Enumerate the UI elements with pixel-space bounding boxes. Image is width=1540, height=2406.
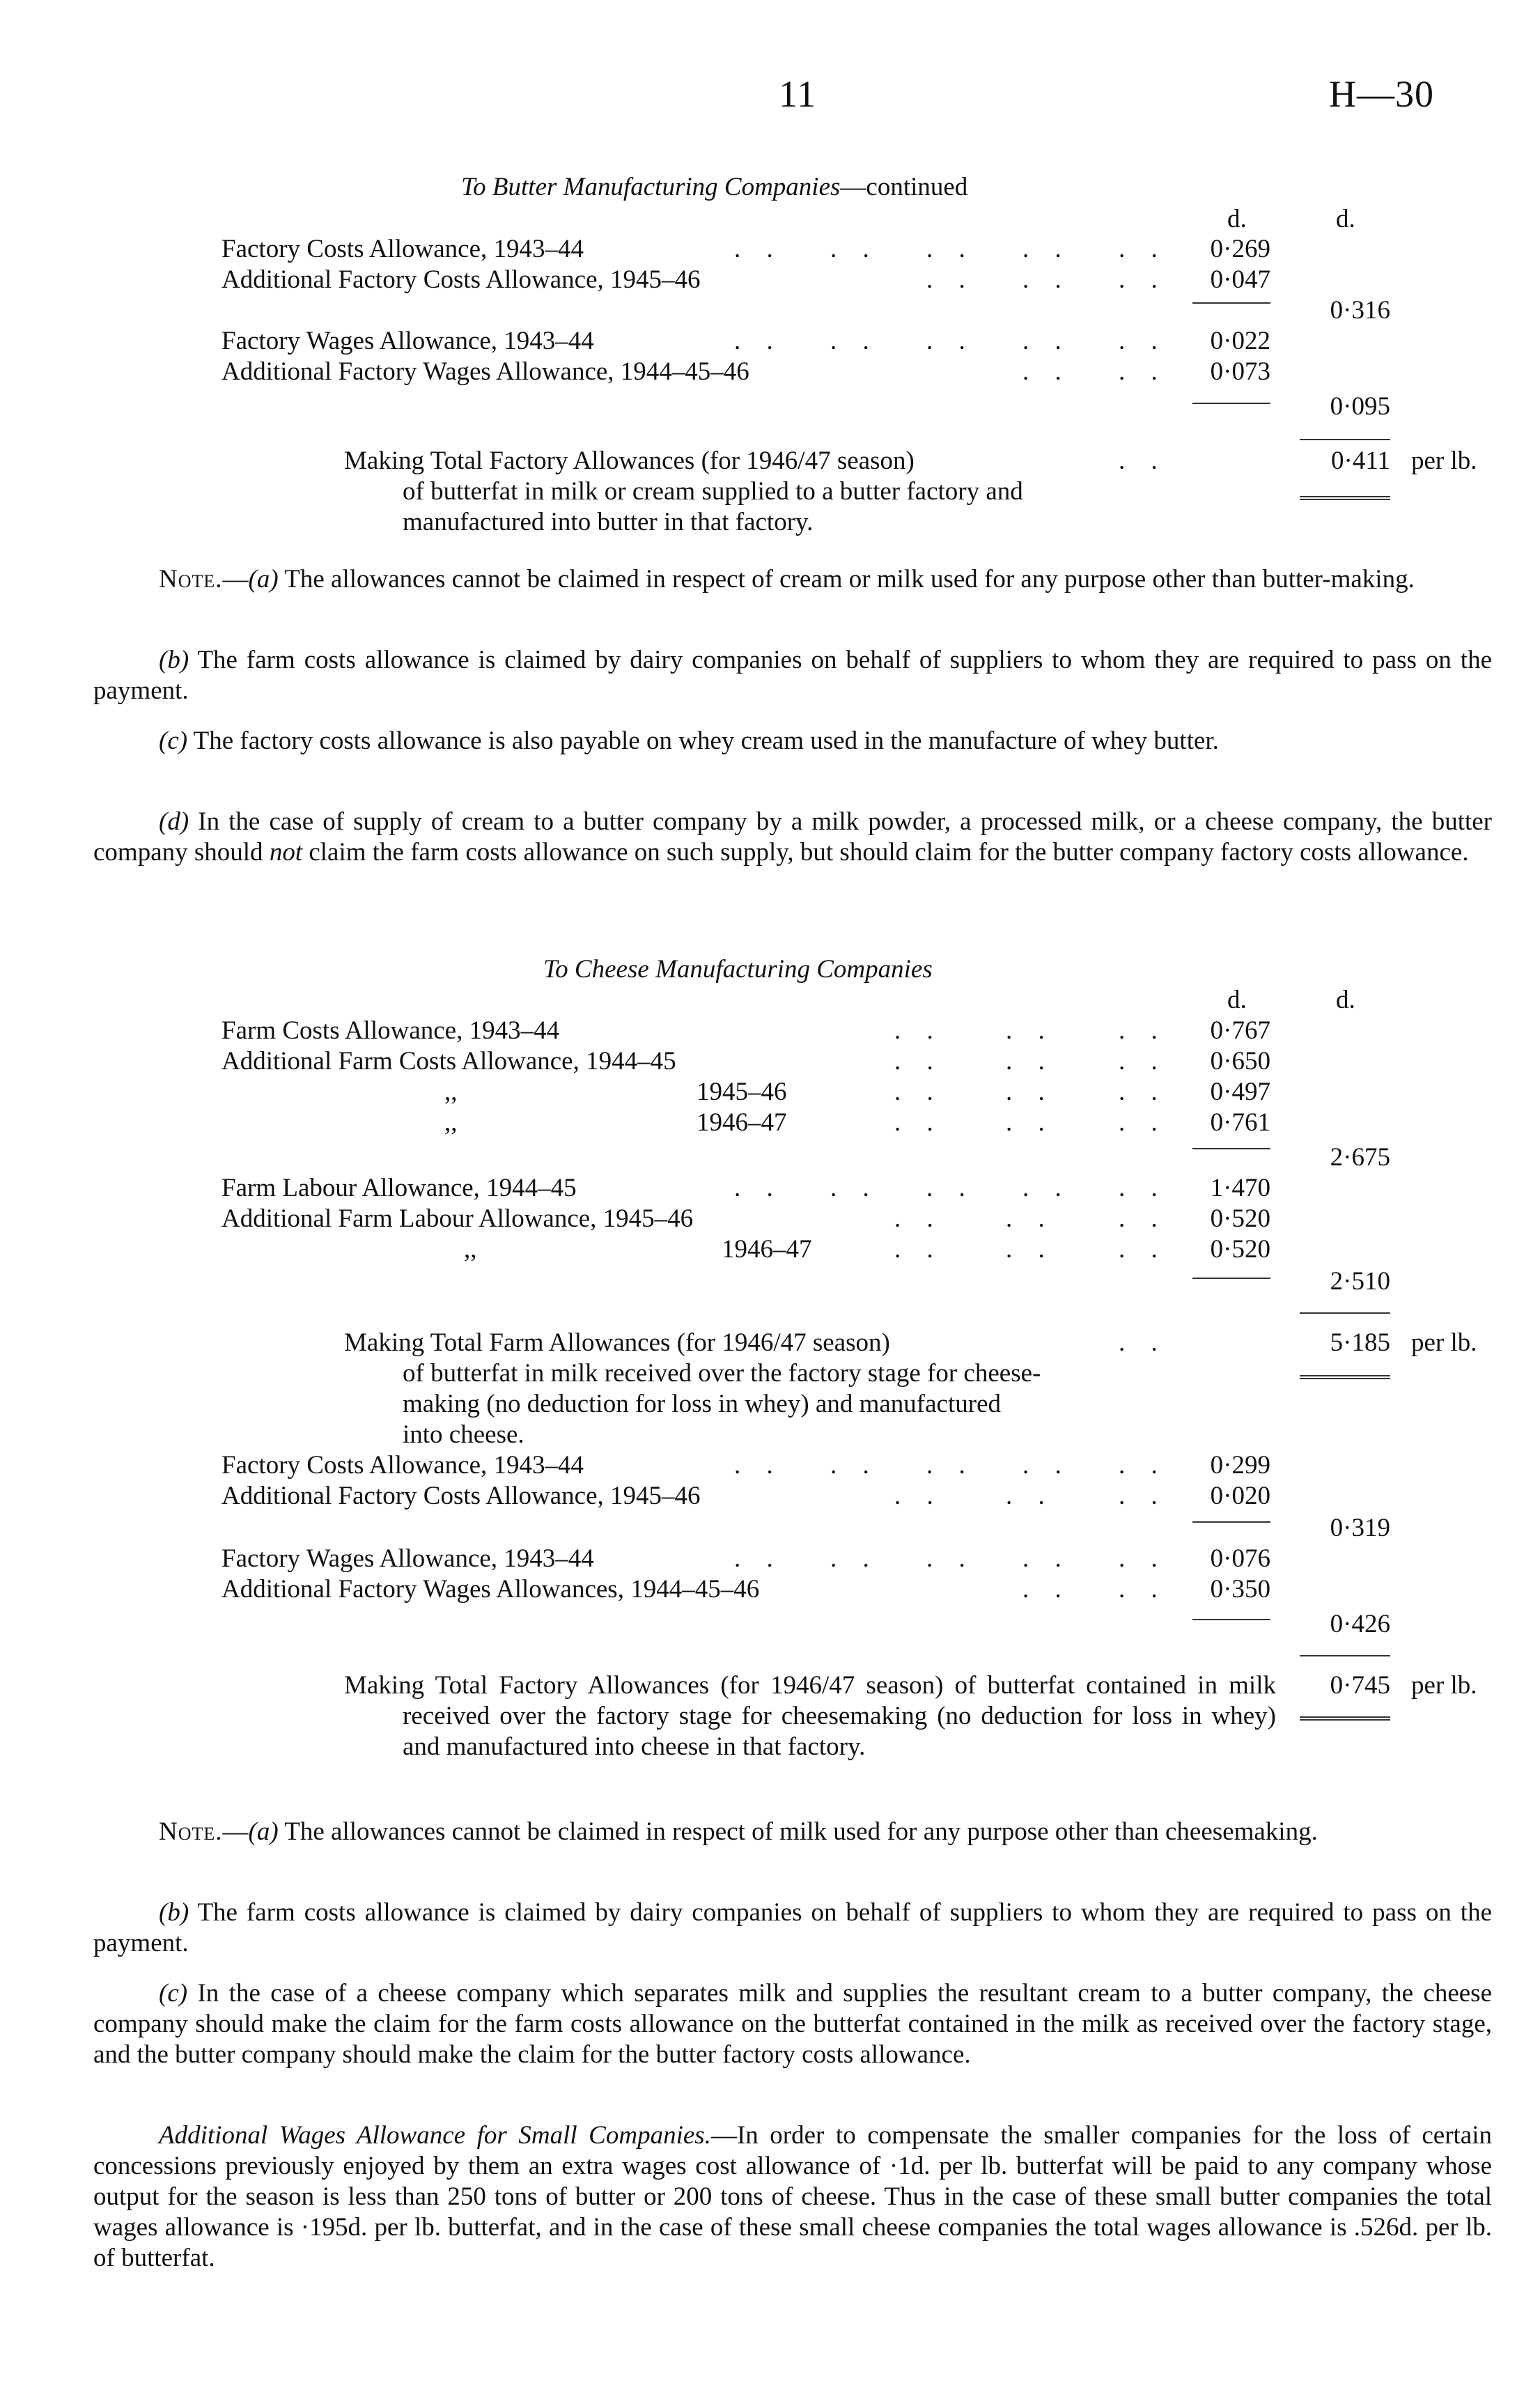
cheese-note-b xyxy=(93,1897,1492,1959)
butter-costs-subtotal: 0·316 xyxy=(1330,296,1390,325)
leader-dots: . . xyxy=(830,327,879,355)
cheese-factory-row-value: 0·020 xyxy=(1210,1482,1270,1510)
cheese-factory-total-value: 0·745 xyxy=(1330,1671,1390,1700)
leader-dots: . . xyxy=(926,1544,975,1573)
leader-dots: . . xyxy=(894,1016,943,1045)
cheese-factory-row-label: Additional Factory Wages Allowances, 1944–45–46 xyxy=(221,1575,760,1604)
note-marker: (c) xyxy=(159,1979,188,2008)
per-lb-label: per lb. xyxy=(1411,1671,1477,1700)
cheese-farm-row-value: 0·767 xyxy=(1210,1016,1270,1045)
small-companies-heading: Additional Wages Allowance for Small Companies. xyxy=(159,2121,711,2150)
butter-row-value: 0·073 xyxy=(1210,357,1270,386)
leader-dots: . . xyxy=(894,1108,943,1137)
leader-dots: . . xyxy=(830,1174,879,1202)
per-lb-label: per lb. xyxy=(1411,447,1477,475)
butter-heading-suffix: —continued xyxy=(840,173,968,201)
cheese-farm-total-value: 5·185 xyxy=(1330,1328,1390,1357)
note-marker: (a) xyxy=(248,565,279,593)
cheese-factory-row-label: Factory Wages Allowance, 1943–44 xyxy=(221,1544,594,1573)
leader-dots: . . xyxy=(1022,1544,1071,1573)
leader-dots: . . xyxy=(926,265,975,294)
butter-note-c xyxy=(93,726,1492,756)
ditto-mark: ,, xyxy=(444,1078,458,1106)
leader-dots: . . xyxy=(734,1174,783,1202)
note-text: In the case of supply of cream to a butter company by a milk powder, a processed milk, or a cheese company, the butter company should xyxy=(93,807,1492,867)
leader-dots: . . xyxy=(894,1204,943,1233)
cheese-farm-total-line: Making Total Farm Allowances (for 1946/47 season) xyxy=(344,1328,890,1357)
rule xyxy=(1192,1148,1270,1149)
note-marker: (d) xyxy=(159,807,189,836)
butter-note-a: Note.—(a) The allowances cannot be claimed in respect of cream or milk used for any purpose other than butter-making. xyxy=(159,565,1415,593)
cheese-factory-row-value: 0·076 xyxy=(1210,1544,1270,1573)
butter-row-value: 0·022 xyxy=(1210,327,1270,355)
ditto-mark: ,, xyxy=(444,1108,458,1137)
cheese-farm-row-value: 0·497 xyxy=(1210,1078,1270,1106)
butter-section-heading xyxy=(461,172,967,203)
leader-dots: . . xyxy=(1119,1174,1167,1202)
ditto-mark: ,, xyxy=(464,1235,477,1264)
cheese-factory-total-text: Making Total Factory Allowances (for 1946/47 season) of butterfat contained in milk received over the factory stage for cheesemaking (no deduction for loss in whey) and manufactured into cheese in that factory. xyxy=(344,1671,1276,1761)
leader-dots: . . xyxy=(1006,1016,1055,1045)
leader-dots: . . xyxy=(1006,1078,1055,1106)
leader-dots: . . xyxy=(1119,447,1167,475)
leader-dots: . . xyxy=(1006,1108,1055,1137)
cheese-section-heading: To Cheese Manufacturing Companies xyxy=(543,955,933,984)
leader-dots: . . xyxy=(1006,1235,1055,1264)
leader-dots: . . xyxy=(1119,1575,1167,1604)
leader-dots: . . xyxy=(830,235,879,263)
leader-dots: . . xyxy=(830,1451,879,1480)
note-text: The allowances cannot be claimed in respect of milk used for any purpose other than cheesemaking. xyxy=(278,1817,1318,1846)
leader-dots: . . xyxy=(894,1235,943,1264)
leader-dots: . . xyxy=(1119,265,1167,294)
note-marker: (b) xyxy=(159,646,189,674)
butter-total-value: 0·411 xyxy=(1331,447,1390,475)
butter-total-line: manufactured into butter in that factory. xyxy=(403,508,814,536)
leader-dots: . . xyxy=(1006,1047,1055,1076)
rule xyxy=(1300,1655,1390,1656)
note-label: Note. xyxy=(159,1817,223,1846)
butter-row-value: 0·269 xyxy=(1210,235,1270,263)
cheese-factory-row-value: 0·299 xyxy=(1210,1451,1270,1480)
leader-dots: . . xyxy=(1119,1108,1167,1137)
rule xyxy=(1300,439,1390,440)
butter-row-label: Factory Costs Allowance, 1943–44 xyxy=(221,235,584,263)
leader-dots: . . xyxy=(734,327,783,355)
rule xyxy=(1192,1278,1270,1279)
cheese-note-c xyxy=(93,1978,1492,2070)
cheese-farm-row-label: Farm Costs Allowance, 1943–44 xyxy=(221,1016,560,1045)
cheese-labour-row-label: Farm Labour Allowance, 1944–45 xyxy=(221,1174,577,1202)
cheese-labour-row-value: 0·520 xyxy=(1210,1204,1270,1233)
leader-dots: . . xyxy=(1119,1451,1167,1480)
butter-row-label: Factory Wages Allowance, 1943–44 xyxy=(221,327,594,355)
rule xyxy=(1192,1619,1270,1620)
leader-dots: . . xyxy=(1006,1204,1055,1233)
leader-dots: . . xyxy=(1022,1174,1071,1202)
leader-dots: . . xyxy=(1022,357,1071,386)
butter-total-line: of butterfat in milk or cream supplied to a butter factory and xyxy=(403,477,1023,506)
cheese-farm-row-value: 0·761 xyxy=(1210,1108,1270,1137)
leader-dots: . . xyxy=(1119,1328,1167,1357)
butter-row-label: Additional Factory Costs Allowance, 1945–46 xyxy=(221,265,701,294)
note-text: The farm costs allowance is claimed by dairy companies on behalf of suppliers to whom they are required to pass on the payment. xyxy=(93,1898,1492,1957)
document-reference: H—30 xyxy=(1329,73,1434,115)
leader-dots: . . xyxy=(894,1047,943,1076)
leader-dots: . . xyxy=(1022,265,1071,294)
butter-column-header-d1: d. xyxy=(1227,205,1247,233)
cheese-factory-row-label: Factory Costs Allowance, 1943–44 xyxy=(221,1451,584,1480)
double-rule xyxy=(1300,1375,1390,1379)
leader-dots: . . xyxy=(926,235,975,263)
leader-dots: . . xyxy=(734,1451,783,1480)
leader-dots: . . xyxy=(894,1482,943,1510)
leader-dots: . . xyxy=(734,1544,783,1573)
cheese-farm-total-line: of butterfat in milk received over the factory stage for cheese- xyxy=(403,1359,1041,1388)
leader-dots: . . xyxy=(1006,1482,1055,1510)
per-lb-label: per lb. xyxy=(1411,1328,1477,1357)
leader-dots: . . xyxy=(1119,1078,1167,1106)
butter-note-b xyxy=(93,645,1492,706)
rule xyxy=(1192,1521,1270,1523)
note-text: In the case of a cheese company which separates milk and supplies the resultant cream to a butter company, the cheese company should make the claim for the farm costs allowance on the butterfat contained in the milk as received over the factory stage, and the butter company should make the claim for the butter factory costs allowance. xyxy=(93,1979,1492,2069)
note-label: Note. xyxy=(159,565,223,593)
cheese-factory-costs-subtotal: 0·319 xyxy=(1330,1514,1390,1542)
leader-dots: . . xyxy=(1022,327,1071,355)
butter-row-value: 0·047 xyxy=(1210,265,1270,294)
leader-dots: . . xyxy=(926,1174,975,1202)
leader-dots: . . xyxy=(1022,1575,1071,1604)
double-rule xyxy=(1300,1716,1390,1721)
leader-dots: . . xyxy=(1119,1204,1167,1233)
note-marker: (b) xyxy=(159,1898,189,1927)
cheese-factory-row-label: Additional Factory Costs Allowance, 1945–46 xyxy=(221,1482,701,1510)
cheese-column-header-d1: d. xyxy=(1227,986,1247,1014)
cheese-factory-row-value: 0·350 xyxy=(1210,1575,1270,1604)
cheese-farm-row-label: 1946–47 xyxy=(697,1108,787,1137)
cheese-farm-total-line: making (no deduction for loss in whey) and manufactured xyxy=(403,1390,1001,1418)
leader-dots: . . xyxy=(734,235,783,263)
butter-column-header-d2: d. xyxy=(1336,205,1355,233)
cheese-farm-labour-subtotal: 2·510 xyxy=(1330,1267,1390,1296)
cheese-farm-row-label: 1945–46 xyxy=(697,1078,787,1106)
small-companies-text: —In order to compensate the smaller companies for the loss of certain concessions previously enjoyed by them an extra wages cost allowance of ·1d. per lb. butterfat will be paid to any company whose output for the season is less than 250 tons of butter or 200 tons of cheese. Thus in the case of these small butter companies the total wages allowance is ·195d. per lb. butterfat, and in the case of these small cheese companies the total wages allowance is .526d. per lb. of butterfat. xyxy=(93,2121,1492,2272)
leader-dots: . . xyxy=(1119,235,1167,263)
cheese-factory-wages-subtotal: 0·426 xyxy=(1330,1610,1390,1638)
note-text: The allowances cannot be claimed in respect of cream or milk used for any purpose other than butter-making. xyxy=(278,565,1415,593)
cheese-farm-costs-subtotal: 2·675 xyxy=(1330,1143,1390,1172)
rule xyxy=(1300,1312,1390,1314)
butter-note-d xyxy=(93,807,1492,868)
butter-wages-subtotal: 0·095 xyxy=(1330,392,1390,421)
cheese-note-a: Note.—(a) The allowances cannot be claimed in respect of milk used for any purpose other than cheesemaking. xyxy=(159,1817,1318,1846)
leader-dots: . . xyxy=(1119,327,1167,355)
leader-dots: . . xyxy=(1119,1544,1167,1573)
note-text: The farm costs allowance is claimed by dairy companies on behalf of suppliers to whom they are required to pass on the payment. xyxy=(93,646,1492,705)
cheese-farm-row-label: Additional Farm Costs Allowance, 1944–45 xyxy=(221,1047,676,1076)
leader-dots: . . xyxy=(1022,1451,1071,1480)
butter-row-label: Additional Factory Wages Allowance, 1944–45–46 xyxy=(221,357,749,386)
cheese-column-header-d2: d. xyxy=(1336,986,1355,1014)
double-rule xyxy=(1300,496,1390,500)
leader-dots: . . xyxy=(1119,1047,1167,1076)
butter-total-line: Making Total Factory Allowances (for 1946/47 season) xyxy=(344,447,915,475)
leader-dots: . . xyxy=(1119,1235,1167,1264)
note-marker: (a) xyxy=(248,1817,279,1846)
butter-heading-title: To Butter Manufacturing Companies xyxy=(461,173,841,201)
note-marker: (c) xyxy=(159,727,188,755)
cheese-labour-row-label: Additional Farm Labour Allowance, 1945–46 xyxy=(221,1204,694,1233)
note-emphasis: not xyxy=(269,838,303,867)
leader-dots: . . xyxy=(1119,357,1167,386)
cheese-labour-row-value: 1·470 xyxy=(1210,1174,1270,1202)
note-text: claim the farm costs allowance on such supply, but should claim for the butter company factory costs allowance. xyxy=(302,838,1469,867)
leader-dots: . . xyxy=(926,1451,975,1480)
note-text: The factory costs allowance is also payable on whey cream used in the manufacture of whey butter. xyxy=(187,727,1219,755)
cheese-farm-row-value: 0·650 xyxy=(1210,1047,1270,1076)
leader-dots: . . xyxy=(1119,1016,1167,1045)
rule xyxy=(1192,403,1270,404)
leader-dots: . . xyxy=(894,1078,943,1106)
page-number: 11 xyxy=(779,73,816,115)
leader-dots: . . xyxy=(830,1544,879,1573)
leader-dots: . . xyxy=(926,327,975,355)
leader-dots: . . xyxy=(1119,1482,1167,1510)
cheese-labour-row-label: 1946–47 xyxy=(722,1235,812,1264)
cheese-farm-total-line: into cheese. xyxy=(403,1420,524,1449)
rule xyxy=(1192,302,1270,304)
small-companies-paragraph xyxy=(93,2120,1492,2274)
leader-dots: . . xyxy=(1022,235,1071,263)
cheese-labour-row-value: 0·520 xyxy=(1210,1235,1270,1264)
